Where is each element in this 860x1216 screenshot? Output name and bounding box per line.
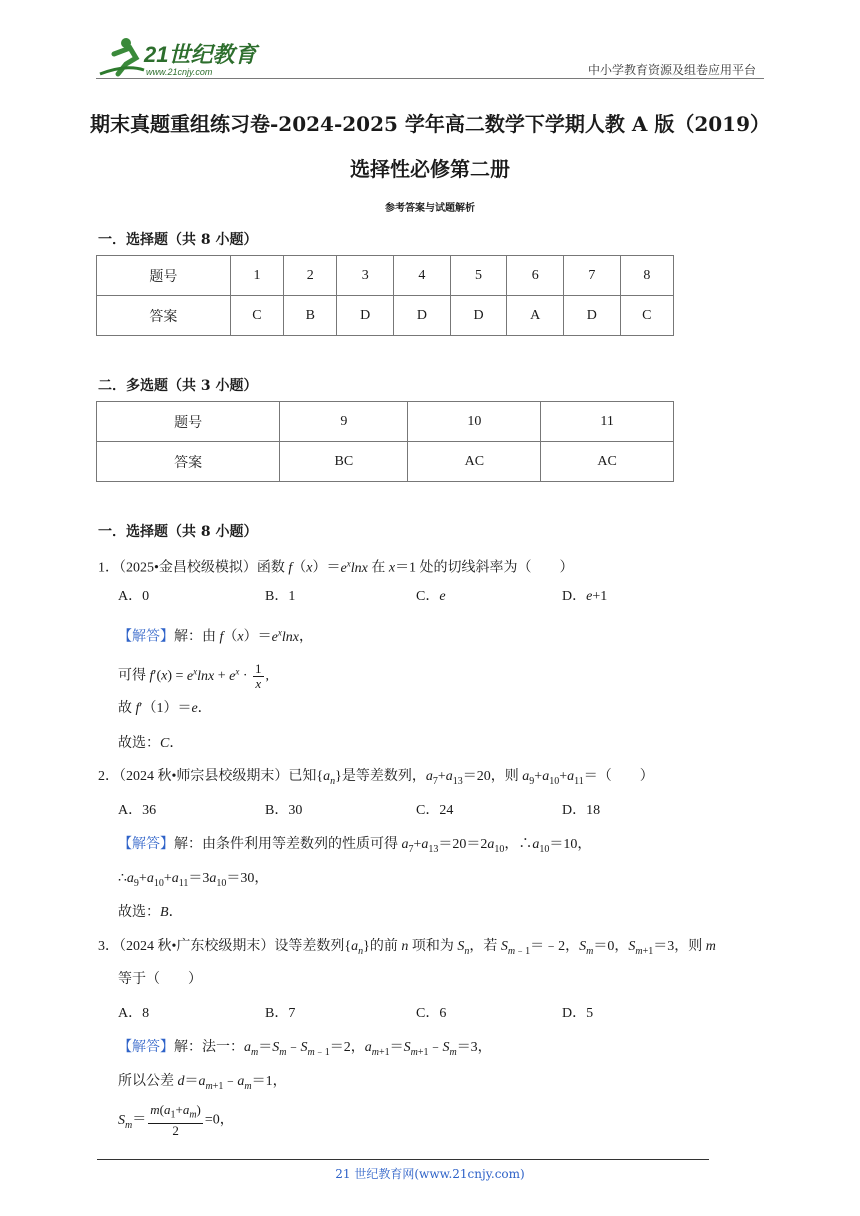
question-3-solution-line3: $S_m=$ $\frac{m(a_1+a_m)}{2}$ =0， <box>118 1102 234 1138</box>
document-title-line1: 期末真题重组练习卷-2024-2025 学年高二数学下学期人教 A 版（2019） <box>90 112 770 136</box>
footer-text: 21 世纪教育网(www.21cnjy.com) <box>335 1167 525 1181</box>
table-cell: A <box>507 296 564 336</box>
table-cell: 11 <box>541 402 674 442</box>
table-cell: 5 <box>450 256 507 296</box>
table-cell: 3 <box>337 256 394 296</box>
header-divider <box>96 78 764 79</box>
answer-table-multi-choice <box>96 401 674 482</box>
table-cell: AC <box>541 442 674 482</box>
answer-table-single-choice <box>96 255 674 336</box>
table-cell: D <box>450 296 507 336</box>
question-2-solution-line1: 【解答】解：由条件利用等差数列的性质可得 $a_7+a_{13}=20=2a_{10}$，$\therefore a_{10}=10$， <box>118 837 592 855</box>
logo-text: 21世纪教育 <box>144 42 257 67</box>
jieda-label: 【解答】 <box>118 629 174 645</box>
section-single-choice-title: 一．选择题（共 8 小题） <box>98 232 258 248</box>
question-2-solution-line2: $\therefore a_9+a_{10}+a_{11}=3a_{10}=30$， <box>118 871 269 889</box>
question-3-stem: 3．（2024 秋•广东校级期末）设等差数列$\{a_n\}$的前 n 项和为 $S_n$，若 $S_{m﹣1}=﹣2$，$S_m=0$，$S_{m+1}=3$，则 m <box>98 939 716 957</box>
table-cell: 4 <box>394 256 451 296</box>
footer-divider <box>97 1159 709 1160</box>
question-2-option-b: B．30 <box>265 803 303 818</box>
table-cell: 答案 <box>97 442 280 482</box>
table-cell: 8 <box>620 256 673 296</box>
question-2-solution-line3: 故选：B． <box>118 905 183 920</box>
site-logo <box>96 34 266 80</box>
question-3-option-c: C．6 <box>416 1006 447 1021</box>
question-2-option-c: C．24 <box>416 803 454 818</box>
header-platform-text: 中小学教育资源及组卷应用平台 <box>587 63 756 77</box>
table-cell: D <box>564 296 621 336</box>
table-cell: D <box>337 296 394 336</box>
document-subtitle: 参考答案与试题解析 <box>385 203 475 214</box>
section-multi-choice-title: 二．多选题（共 3 小题） <box>98 378 258 394</box>
table-row <box>97 296 674 336</box>
question-1-option-c: C．e <box>416 589 446 604</box>
table-row <box>97 402 674 442</box>
table-cell: BC <box>280 442 408 482</box>
table-cell: C <box>620 296 673 336</box>
table-cell: AC <box>408 442 541 482</box>
question-1-source: 1．（2025•金昌校级模拟）函数 <box>98 560 289 576</box>
question-1-stem: 1．（2025•金昌校级模拟）函数 $f(x)=e^x\ln x$ 在 x＝1 处的切线斜率为（ ） <box>98 558 574 576</box>
question-3-stem-line2: 等于（ ） <box>118 972 202 987</box>
question-3-option-b: B．7 <box>265 1006 296 1021</box>
table-cell: 6 <box>507 256 564 296</box>
table-cell: 题号 <box>97 256 231 296</box>
logo-url: www.21cnjy.com <box>146 67 213 77</box>
table-cell: D <box>394 296 451 336</box>
question-2-option-a: A．36 <box>118 803 157 818</box>
table-cell: 1 <box>230 256 283 296</box>
question-1-solution-line2: 可得 $f'(x) = e^x\ln x + e^x$ · $\frac{1}{x}$ , <box>118 660 270 691</box>
table-cell: 9 <box>280 402 408 442</box>
question-1-option-b: B．1 <box>265 589 296 604</box>
document-title-line2: 选择性必修第二册 <box>350 157 510 181</box>
question-2-stem: 2．（2024 秋•师宗县校级期末）已知$\{a_n\}$是等差数列，$a_7+a_{13}=20$，则 $a_9+a_{10}+a_{11}=$（ ） <box>98 769 654 787</box>
table-cell: 7 <box>564 256 621 296</box>
question-3-solution-line1: 【解答】解：法一：$a_m=S_m﹣S_{m﹣1}=2$，$a_{m+1}=S_{m+1}﹣S_m=3$， <box>118 1040 492 1058</box>
section-solutions-title: 一．选择题（共 8 小题） <box>98 524 258 540</box>
question-3-option-a: A．8 <box>118 1006 150 1021</box>
question-3-solution-line2: 所以公差 $d=a_{m+1}﹣a_m=1$， <box>118 1074 287 1092</box>
table-cell: 题号 <box>97 402 280 442</box>
table-row <box>97 256 674 296</box>
table-cell: B <box>284 296 337 336</box>
question-1-option-d: D．e+1 <box>562 589 608 604</box>
table-cell: C <box>230 296 283 336</box>
question-1-solution-line4: 故选：C． <box>118 736 184 751</box>
question-3-option-d: D．5 <box>562 1006 594 1021</box>
question-1-solution-line1: 【解答】解：由 $f(x)=e^x\ln x$， <box>118 627 313 645</box>
table-cell: 10 <box>408 402 541 442</box>
question-1-option-a: A．0 <box>118 589 150 604</box>
question-2-option-d: D．18 <box>562 803 601 818</box>
table-cell: 答案 <box>97 296 231 336</box>
table-cell: 2 <box>284 256 337 296</box>
table-row <box>97 442 674 482</box>
question-1-solution-line3: 故 f′（1）＝e． <box>118 701 212 716</box>
